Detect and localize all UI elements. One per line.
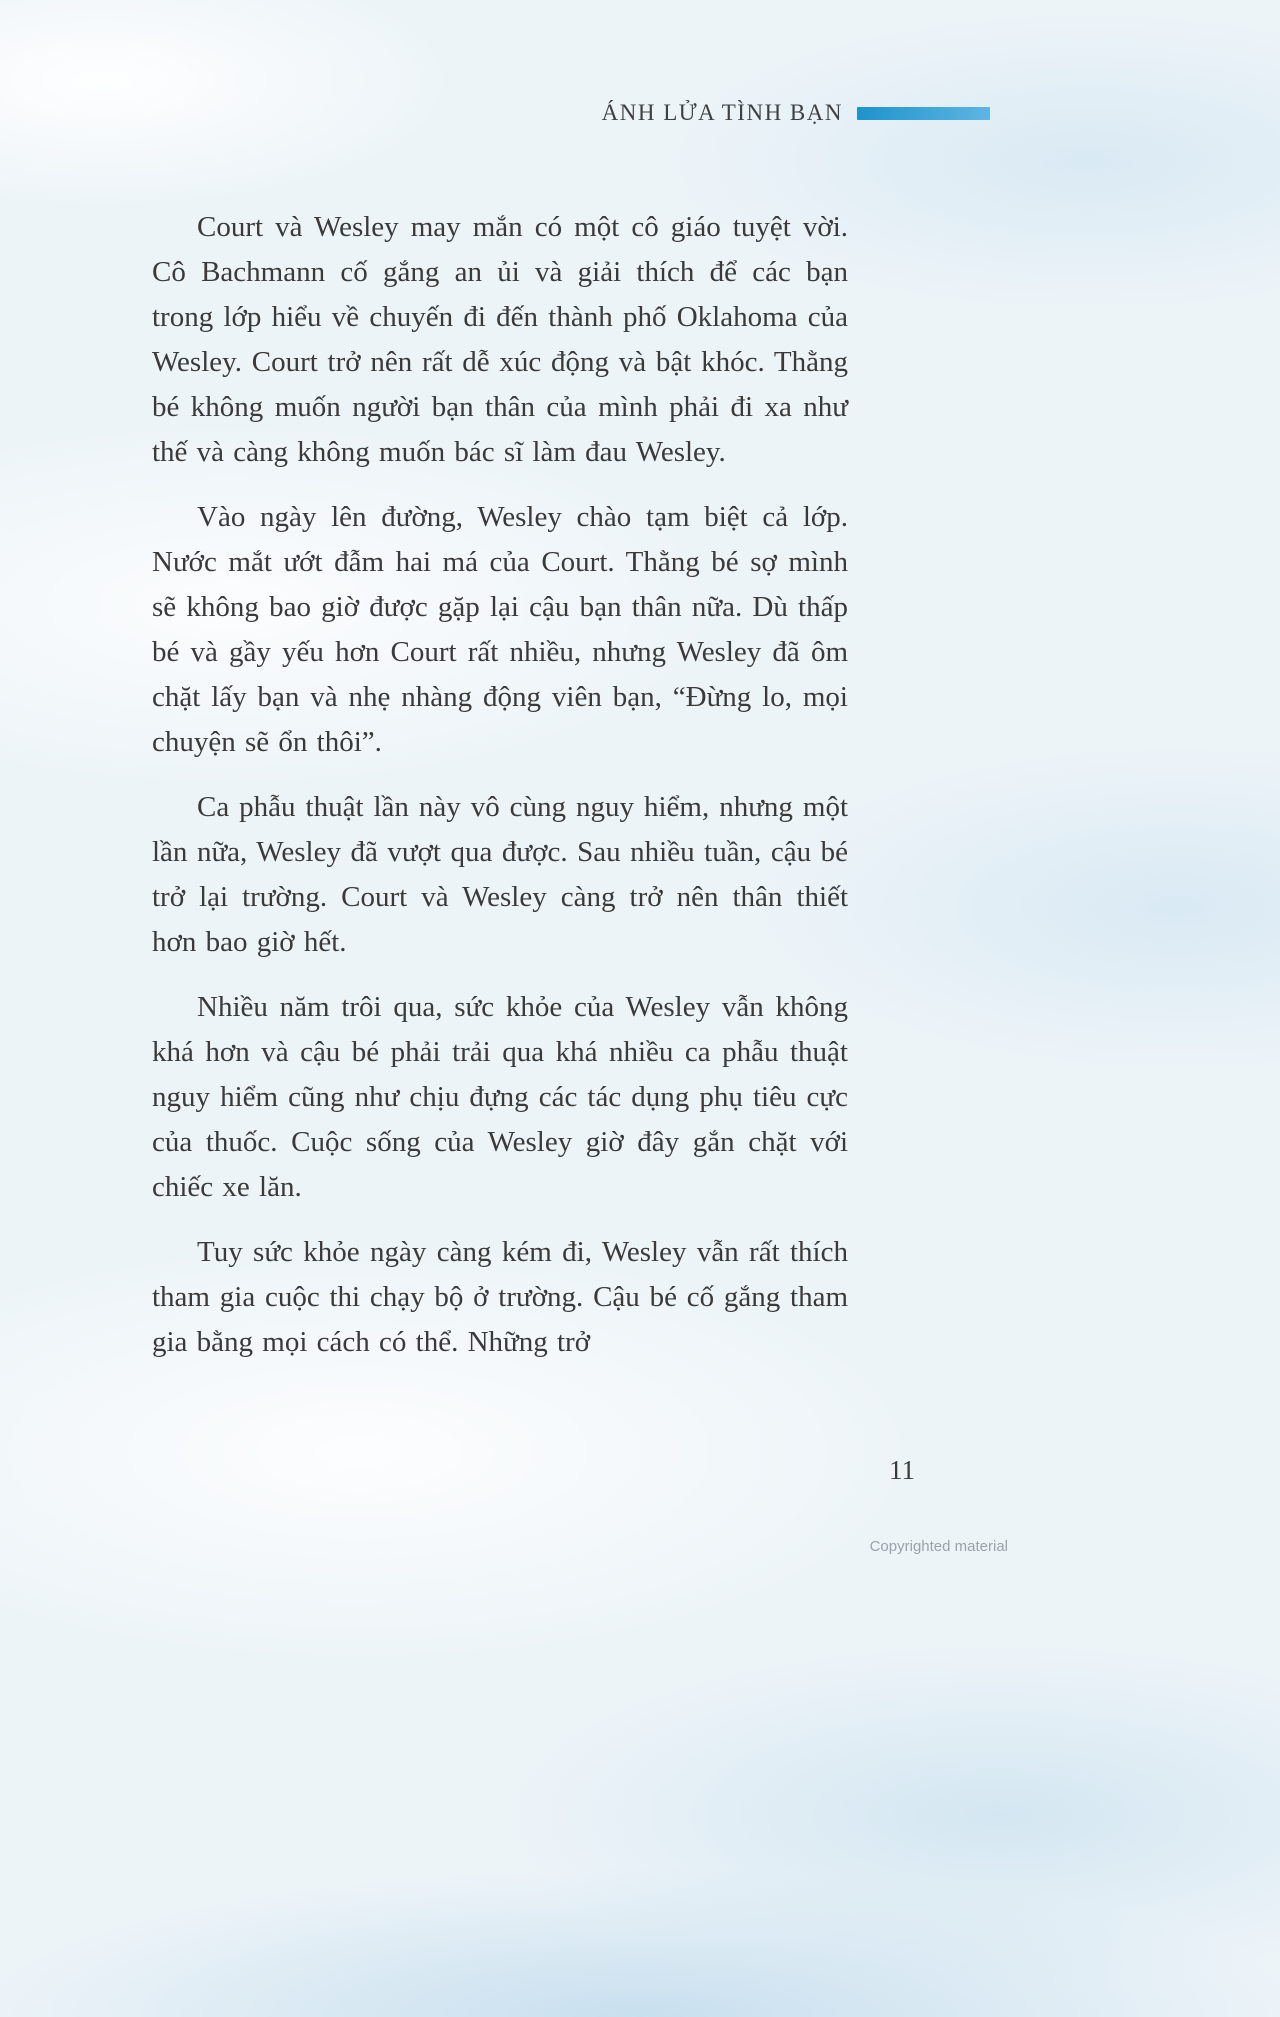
body-paragraph: Court và Wesley may mắn có một cô giáo tuyệt vời. Cô Bachmann cố gắng an ủi và giải thích để các bạn trong lớp hiểu về chuyến đi đến thành phố Oklahoma của Wesley. Court trở nên rất dễ xúc động và bật khóc. Thằng bé không muốn người bạn thân của mình phải đi xa như thế và càng không muốn bác sĩ làm đau Wesley. (152, 211, 848, 468)
running-header (150, 100, 990, 126)
page-header-title: ÁNH LỬA TÌNH BẠN (601, 100, 843, 125)
page-number: 11 (889, 1455, 915, 1485)
body-paragraph: Nhiều năm trôi qua, sức khỏe của Wesley vẫn không khá hơn và cậu bé phải trải qua khá nhiều ca phẫu thuật nguy hiểm cũng như chịu đựng các tác dụng phụ tiêu cực của thuốc. Cuộc sống của Wesley giờ đây gắn chặt với chiếc xe lăn. (152, 991, 848, 1203)
body-paragraph: Vào ngày lên đường, Wesley chào tạm biệt cả lớp. Nước mắt ướt đẫm hai má của Court. Thằng bé sợ mình sẽ không bao giờ được gặp lại cậu bạn thân nữa. Dù thấp bé và gầy yếu hơn Court rất nhiều, nhưng Wesley đã ôm chặt lấy bạn và nhẹ nhàng động viên bạn, “Đừng lo, mọi chuyện sẽ ổn thôi”. (152, 501, 848, 758)
body-text (152, 205, 848, 1385)
copyright-notice: Copyrighted material (869, 1538, 1008, 1555)
body-paragraph: Ca phẫu thuật lần này vô cùng nguy hiểm, nhưng một lần nữa, Wesley đã vượt qua được. Sau nhiều tuần, cậu bé trở lại trường. Court và Wesley càng trở nên thân thiết hơn bao giờ hết. (152, 791, 848, 958)
header-accent-bar (857, 107, 990, 120)
body-paragraph: Tuy sức khỏe ngày càng kém đi, Wesley vẫn rất thích tham gia cuộc thi chạy bộ ở trường. Cậu bé cố gắng tham gia bằng mọi cách có thể. Những trở (152, 1236, 848, 1358)
